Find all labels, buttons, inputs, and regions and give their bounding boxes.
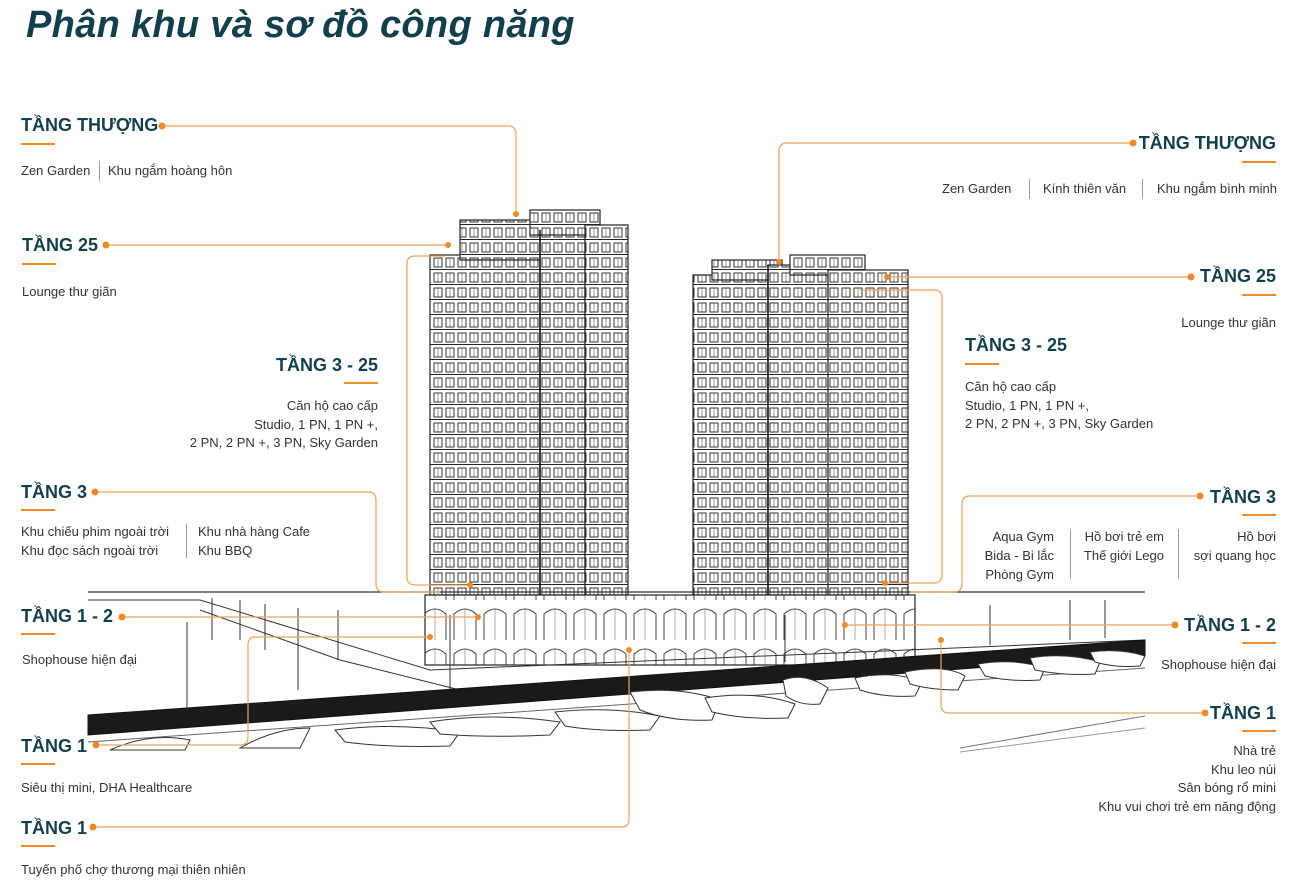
left-floor1b-underline — [21, 845, 55, 847]
right-floor3-item: Hồ bơi trẻ em — [1084, 529, 1164, 544]
right-floor25-heading: TẦNG 25 — [1199, 266, 1276, 286]
left-floor3-heading: TẦNG 3 — [21, 482, 88, 502]
right-floor3-25-line: 2 PN, 2 PN +, 3 PN, Sky Garden — [965, 416, 1154, 431]
right-floor3-underline — [1242, 514, 1276, 516]
right-floor1-2-underline — [1242, 642, 1276, 644]
right-rooftop-item: Kính thiên văn — [1043, 181, 1127, 196]
right-tower — [693, 255, 908, 595]
right-floor1-item: Sân bóng rổ mini — [1177, 780, 1276, 795]
right-floor1-2-item: Shophouse hiện đại — [1161, 657, 1276, 672]
right-floor25-item: Lounge thư giãn — [1181, 315, 1276, 330]
left-floor3-25-underline — [344, 382, 378, 384]
right-floor3-item: Aqua Gym — [992, 529, 1054, 544]
right-rooftop-separator — [1142, 179, 1143, 199]
right-floor3-item: Phòng Gym — [985, 567, 1054, 582]
right-floor3-25-heading: TẦNG 3 - 25 — [965, 335, 1068, 355]
left-floor3-item: Khu chiếu phim ngoài trời — [21, 524, 169, 539]
left-floor1-2-heading: TẦNG 1 - 2 — [21, 606, 114, 626]
left-floor1a-underline — [21, 763, 55, 765]
left-floor3-item: Khu BBQ — [198, 543, 253, 558]
left-rooftop-separator — [99, 161, 100, 181]
left-floor25-item: Lounge thư giãn — [22, 284, 117, 299]
right-floor3-25-line: Studio, 1 PN, 1 PN +, — [965, 398, 1089, 413]
left-floor1b-heading: TẦNG 1 — [21, 818, 88, 838]
right-floor3-25-underline — [965, 363, 999, 365]
left-floor3-item: Khu nhà hàng Cafe — [198, 524, 311, 539]
left-floor1a-heading: TẦNG 1 — [21, 736, 88, 756]
right-rooftop-item: Khu ngắm bình minh — [1157, 181, 1277, 196]
right-rooftop-item: Zen Garden — [942, 181, 1012, 196]
left-floor25-underline — [22, 263, 56, 265]
left-floor3-separator — [186, 524, 187, 558]
left-rooftop-item: Zen Garden — [21, 163, 91, 178]
right-floor1-underline — [1242, 730, 1276, 732]
right-floor1-item: Nhà trẻ — [1233, 743, 1276, 758]
left-floor3-25-line: Studio, 1 PN, 1 PN +, — [254, 417, 378, 432]
right-floor3-heading: TẦNG 3 — [1209, 487, 1276, 507]
left-floor3-underline — [21, 509, 55, 511]
left-rooftop-item: Khu ngắm hoàng hôn — [108, 163, 233, 178]
left-floor1b-item: Tuyến phố chợ thương mại thiên nhiên — [21, 862, 246, 877]
right-rooftop-heading: TẦNG THƯỢNG — [1138, 133, 1276, 153]
right-floor3-item: Bida - Bi lắc — [984, 548, 1054, 563]
left-floor1-2-item: Shophouse hiện đại — [22, 652, 137, 667]
right-floor1-item: Khu leo núi — [1210, 762, 1276, 777]
left-floor3-item: Khu đọc sách ngoài trời — [21, 543, 159, 558]
left-rooftop-heading: TẦNG THƯỢNG — [21, 115, 159, 135]
right-floor3-separator — [1070, 529, 1071, 579]
right-floor1-2-heading: TẦNG 1 - 2 — [1183, 615, 1276, 635]
right-floor1-item: Khu vui chơi trẻ em năng động — [1098, 799, 1276, 814]
left-floor3-25-line: Căn hộ cao cấp — [286, 398, 378, 413]
right-floor25-underline — [1242, 294, 1276, 296]
left-floor1a-item: Siêu thị mini, DHA Healthcare — [21, 780, 193, 795]
left-floor3-25-heading: TẦNG 3 - 25 — [275, 355, 378, 375]
left-floor1-2-underline — [21, 633, 55, 635]
left-floor3-25-line: 2 PN, 2 PN +, 3 PN, Sky Garden — [189, 435, 378, 450]
left-rooftop-underline — [21, 143, 55, 145]
right-floor1-heading: TẦNG 1 — [1209, 703, 1276, 723]
right-floor3-25-line: Căn hộ cao cấp — [965, 379, 1057, 394]
right-floor3-item: Hồ bơi — [1237, 529, 1276, 544]
left-tower — [430, 210, 628, 595]
right-floor3-item: Thế giới Lego — [1083, 548, 1164, 563]
right-floor3-separator — [1178, 529, 1179, 579]
right-rooftop-underline — [1242, 161, 1276, 163]
right-rooftop-separator — [1029, 179, 1030, 199]
left-floor25-heading: TẦNG 25 — [22, 235, 99, 255]
page-title: Phân khu và sơ đồ công năng — [26, 4, 575, 46]
right-floor3-item: sợi quang học — [1193, 548, 1276, 563]
